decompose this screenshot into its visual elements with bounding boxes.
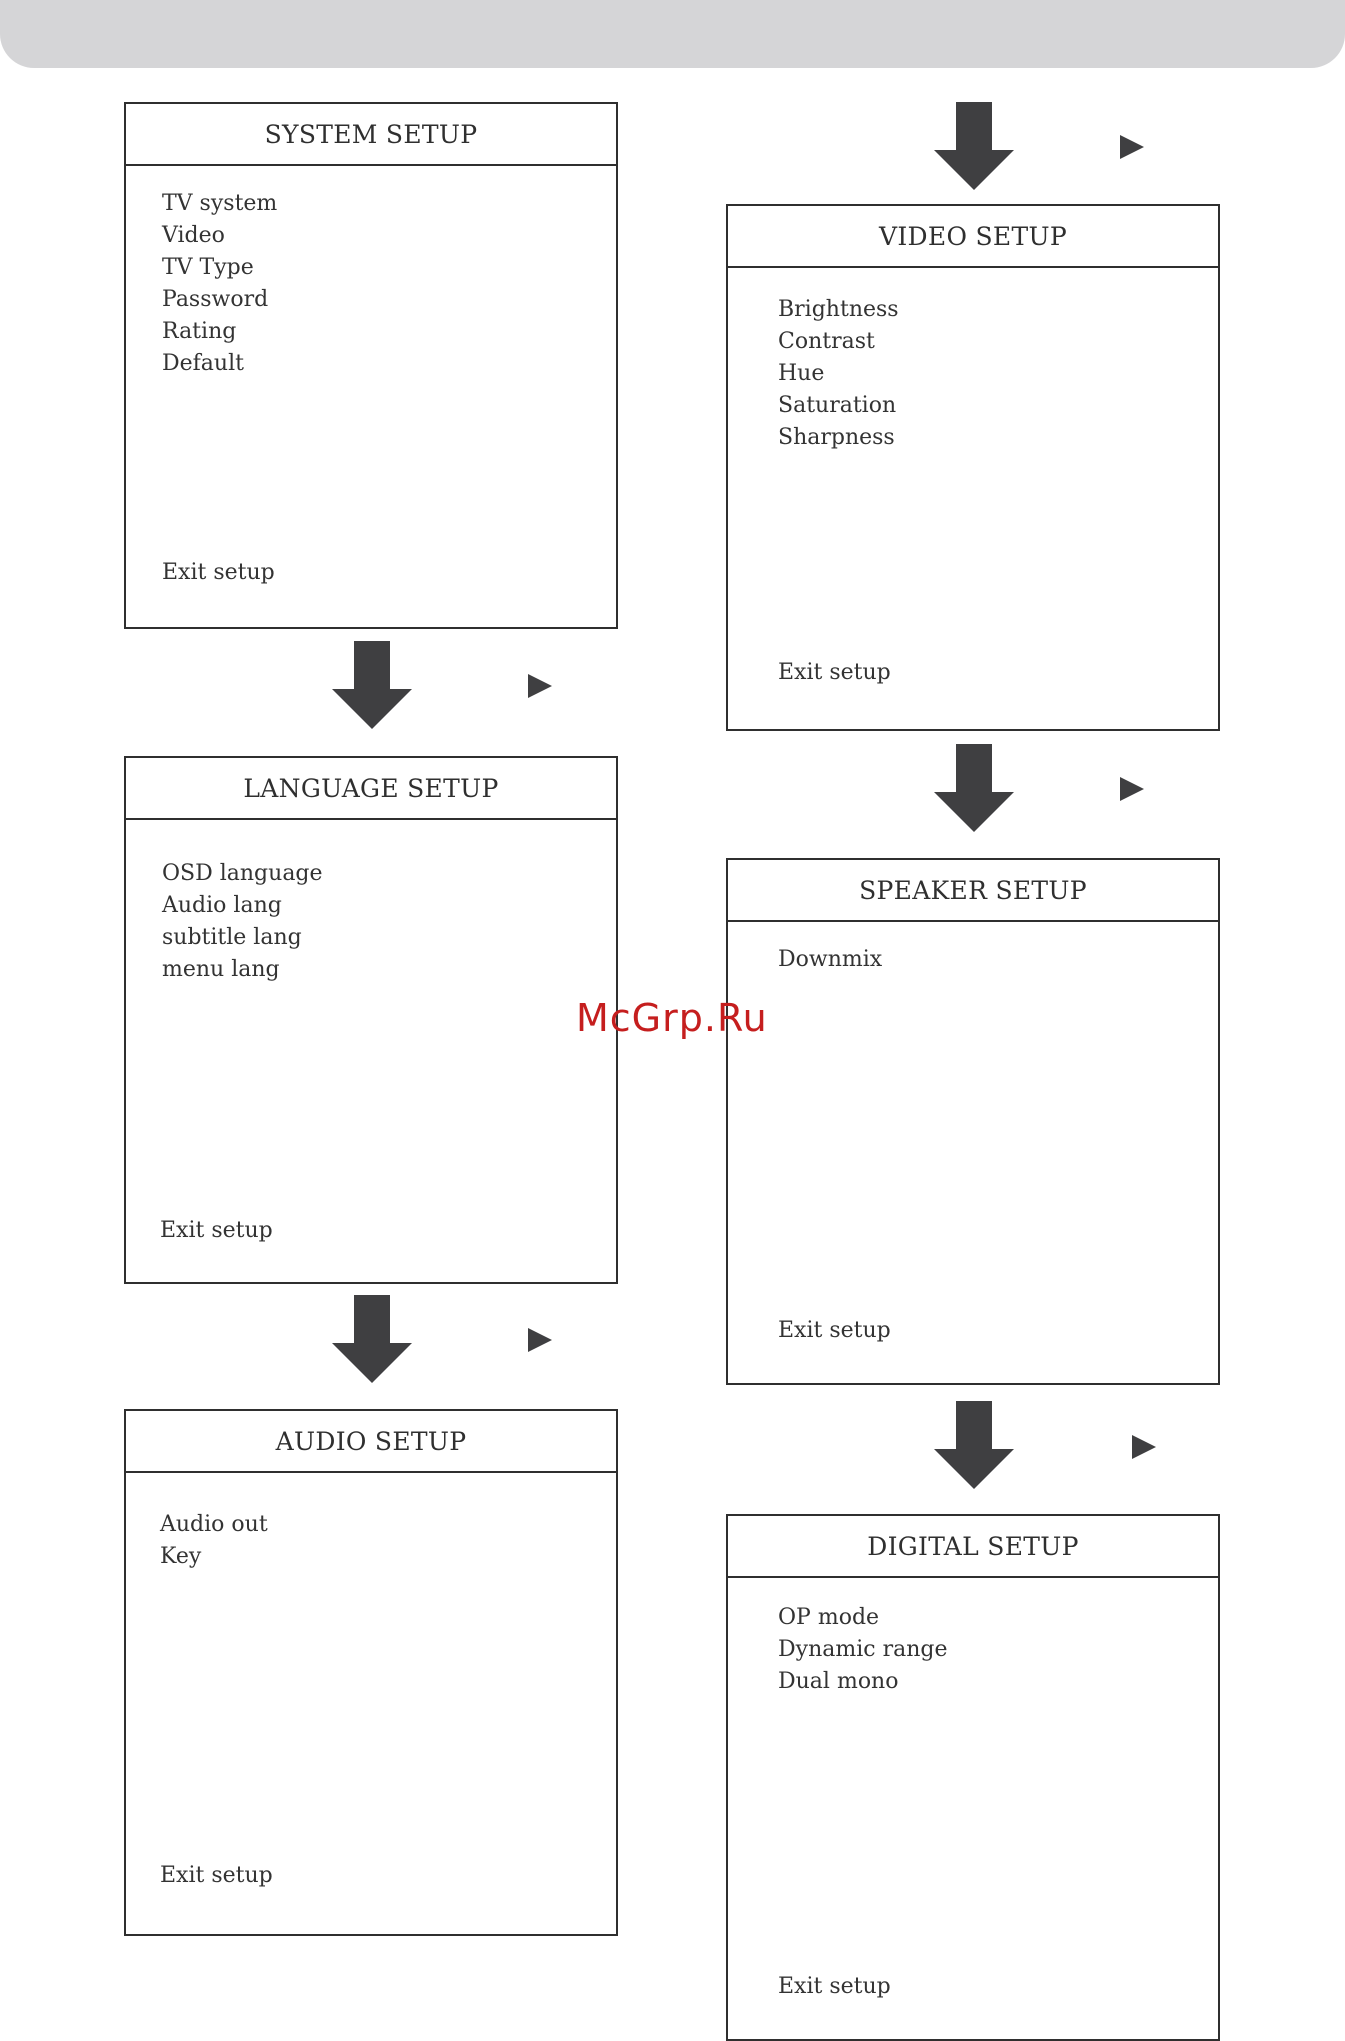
menu-item-audio-out[interactable]: Audio out bbox=[160, 1512, 268, 1537]
menu-item-subtitle-lang[interactable]: subtitle lang bbox=[162, 925, 302, 950]
menu-item-saturation[interactable]: Saturation bbox=[778, 393, 897, 418]
digital-setup-items bbox=[778, 1602, 947, 1698]
speaker-setup-title: SPEAKER SETUP bbox=[728, 860, 1218, 922]
system-setup-items bbox=[162, 188, 277, 380]
menu-item-downmix[interactable]: Downmix bbox=[778, 947, 883, 972]
down-arrow-icon bbox=[934, 1401, 1014, 1489]
menu-item-menu-lang[interactable]: menu lang bbox=[162, 957, 280, 982]
exit-setup-item[interactable]: Exit setup bbox=[160, 1218, 273, 1243]
video-setup-items bbox=[778, 294, 899, 454]
menu-item-op-mode[interactable]: OP mode bbox=[778, 1605, 880, 1630]
down-arrow-icon bbox=[934, 744, 1014, 832]
menu-item-key[interactable]: Key bbox=[160, 1544, 202, 1569]
menu-item-hue[interactable]: Hue bbox=[778, 361, 825, 386]
menu-item-default[interactable]: Default bbox=[162, 351, 244, 376]
language-setup-title: LANGUAGE SETUP bbox=[126, 758, 616, 820]
menu-item-video[interactable]: Video bbox=[162, 223, 225, 248]
menu-item-audio-lang[interactable]: Audio lang bbox=[162, 893, 282, 918]
digital-setup-title: DIGITAL SETUP bbox=[728, 1516, 1218, 1578]
menu-item-rating[interactable]: Rating bbox=[162, 319, 237, 344]
down-arrow-icon bbox=[332, 1295, 412, 1383]
system-setup-menu bbox=[124, 102, 618, 629]
header-bar bbox=[0, 0, 1345, 68]
play-triangle-icon bbox=[1120, 135, 1144, 159]
menu-item-contrast[interactable]: Contrast bbox=[778, 329, 875, 354]
menu-item-osd-language[interactable]: OSD language bbox=[162, 861, 323, 886]
exit-setup-item[interactable]: Exit setup bbox=[162, 560, 275, 585]
audio-setup-items bbox=[160, 1509, 268, 1573]
play-triangle-icon bbox=[1120, 777, 1144, 801]
menu-item-password[interactable]: Password bbox=[162, 287, 269, 312]
language-setup-menu bbox=[124, 756, 618, 1284]
menu-item-brightness[interactable]: Brightness bbox=[778, 297, 899, 322]
video-setup-menu bbox=[726, 204, 1220, 731]
language-setup-items bbox=[162, 858, 323, 986]
play-triangle-icon bbox=[528, 1328, 552, 1352]
menu-item-dynamic-range[interactable]: Dynamic range bbox=[778, 1637, 948, 1662]
system-setup-title: SYSTEM SETUP bbox=[126, 104, 616, 166]
audio-setup-menu bbox=[124, 1409, 618, 1936]
menu-item-dual-mono[interactable]: Dual mono bbox=[778, 1669, 899, 1694]
menu-item-tv-system[interactable]: TV system bbox=[162, 191, 278, 216]
exit-setup-item[interactable]: Exit setup bbox=[778, 660, 891, 685]
speaker-setup-items bbox=[778, 944, 882, 976]
speaker-setup-menu bbox=[726, 858, 1220, 1385]
exit-setup-item[interactable]: Exit setup bbox=[778, 1974, 891, 1999]
exit-setup-item[interactable]: Exit setup bbox=[778, 1318, 891, 1343]
play-triangle-icon bbox=[528, 674, 552, 698]
play-triangle-icon bbox=[1132, 1435, 1156, 1459]
menu-item-tv-type[interactable]: TV Type bbox=[162, 255, 254, 280]
digital-setup-menu bbox=[726, 1514, 1220, 2041]
video-setup-title: VIDEO SETUP bbox=[728, 206, 1218, 268]
audio-setup-title: AUDIO SETUP bbox=[126, 1411, 616, 1473]
down-arrow-icon bbox=[934, 102, 1014, 190]
exit-setup-item[interactable]: Exit setup bbox=[160, 1863, 273, 1888]
watermark: McGrp.Ru bbox=[576, 996, 768, 1040]
down-arrow-icon bbox=[332, 641, 412, 729]
menu-item-sharpness[interactable]: Sharpness bbox=[778, 425, 895, 450]
